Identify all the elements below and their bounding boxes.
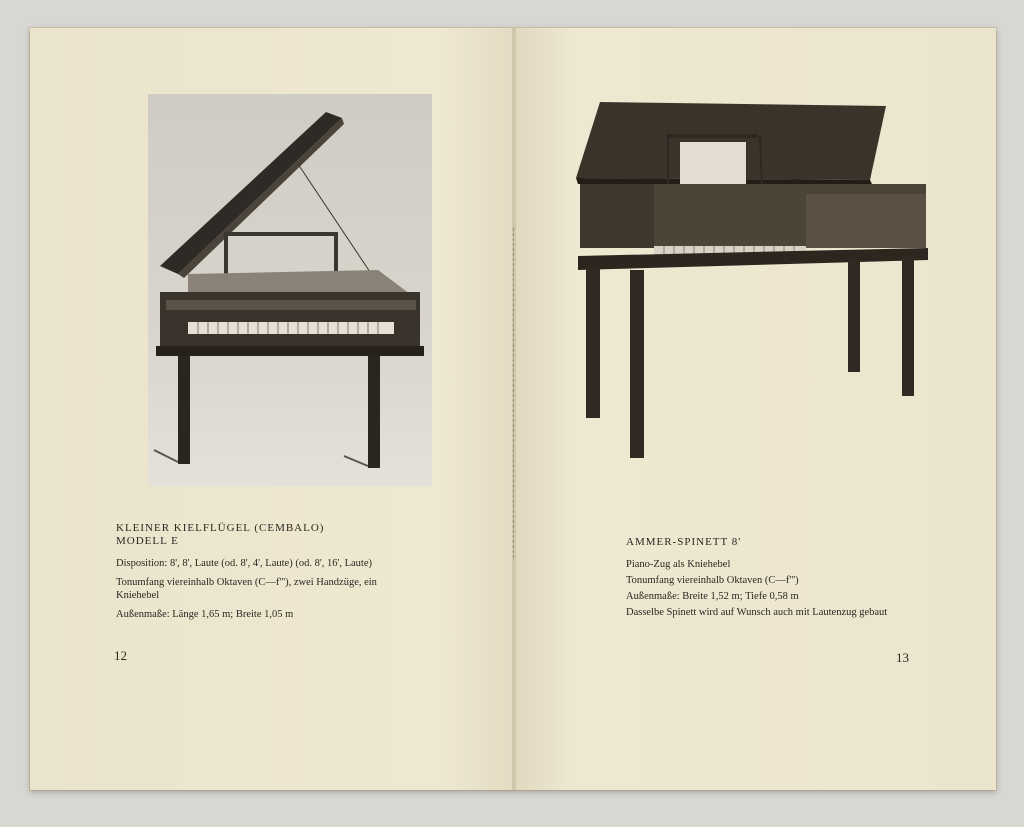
- left-disposition: Disposition: 8', 8', Laute (od. 8', 4', Laute) (od. 8', 16', Laute): [116, 558, 373, 569]
- right-line2: Tonumfang viereinhalb Oktaven (C—f'''): [626, 575, 799, 586]
- right-page-number: 13: [896, 650, 909, 665]
- booklet: [30, 28, 996, 790]
- spinet-illustration: [570, 98, 940, 468]
- left-title-line1: KLEINER KIELFLÜGEL (CEMBALO): [116, 522, 325, 534]
- right-line1: Piano-Zug als Kniehebel: [626, 559, 731, 570]
- right-line3: Außenmaße: Breite 1,52 m; Tiefe 0,58 m: [626, 591, 799, 602]
- spine-stitch: [513, 228, 515, 558]
- right-caption: [626, 536, 916, 625]
- spinet-photo: [570, 98, 940, 468]
- left-aussenmasse: Außenmaße: Länge 1,65 m; Breite 1,05 m: [116, 609, 294, 620]
- left-caption: [116, 522, 416, 627]
- right-title: AMMER-SPINETT 8': [626, 536, 742, 548]
- right-line4: Dasselbe Spinett wird auf Wunsch auch mit Lautenzug gebaut: [626, 607, 888, 618]
- harpsichord-photo: [148, 94, 432, 486]
- harpsichord-illustration: [148, 94, 432, 486]
- left-page-number: 12: [114, 648, 127, 663]
- left-title-line2: MODELL E: [116, 535, 179, 547]
- left-tonumfang: Tonumfang viereinhalb Oktaven (C—f'''), zwei Handzüge, ein Kniehebel: [116, 577, 377, 601]
